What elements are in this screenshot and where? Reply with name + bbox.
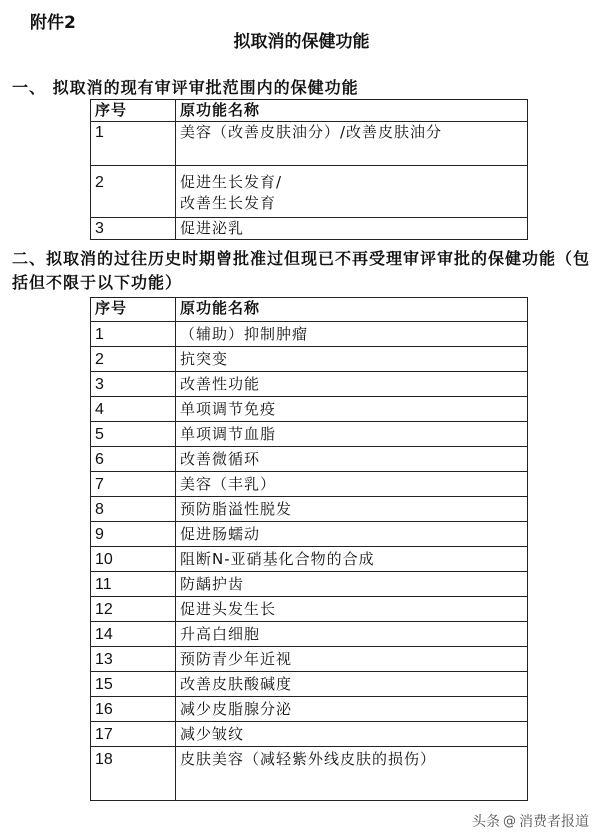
table-row — [91, 218, 528, 240]
row-name: 改善微循环 — [176, 447, 528, 472]
table-row — [91, 597, 528, 622]
table-row — [91, 497, 528, 522]
row-num: 10 — [91, 547, 176, 572]
row-name: 促进生长发育/ 改善生长发育 — [176, 166, 528, 218]
row-num: 5 — [91, 422, 176, 447]
table-row — [91, 447, 528, 472]
table-row — [91, 372, 528, 397]
row-num: 17 — [91, 722, 176, 747]
table-row — [91, 122, 528, 166]
row-name: 预防脂溢性脱发 — [176, 497, 528, 522]
column-header-num: 序号 — [91, 298, 176, 322]
watermark-platform: 头条 — [472, 814, 500, 830]
row-num: 3 — [91, 372, 176, 397]
row-num: 15 — [91, 672, 176, 697]
row-num: 2 — [91, 166, 176, 218]
row-name: 预防青少年近视 — [176, 647, 528, 672]
row-name: 改善皮肤酸碱度 — [176, 672, 528, 697]
row-name: 促进泌乳 — [176, 218, 528, 240]
row-num: 9 — [91, 522, 176, 547]
watermark-account: 消费者报道 — [519, 814, 589, 830]
attachment-label: 附件2 — [30, 13, 76, 33]
watermark — [472, 811, 589, 831]
column-header-name: 原功能名称 — [176, 100, 528, 122]
row-num: 1 — [91, 122, 176, 166]
row-name: 单项调节血脂 — [176, 422, 528, 447]
row-num: 7 — [91, 472, 176, 497]
row-num: 1 — [91, 322, 176, 347]
column-header-num: 序号 — [91, 100, 176, 122]
row-name: 单项调节免疫 — [176, 397, 528, 422]
row-num: 13 — [91, 647, 176, 672]
table-row — [91, 672, 528, 697]
row-num: 18 — [91, 747, 176, 801]
section1-table — [90, 99, 528, 240]
row-num: 16 — [91, 697, 176, 722]
row-name: 减少皮脂腺分泌 — [176, 697, 528, 722]
table-header-row — [91, 298, 528, 322]
row-name: 改善性功能 — [176, 372, 528, 397]
table-header-row — [91, 100, 528, 122]
row-name: 升高白细胞 — [176, 622, 528, 647]
table-row — [91, 722, 528, 747]
section2-heading: 二、拟取消的过往历史时期曾批准过但现已不再受理审评审批的保健功能（包括但不限于以下功能） — [12, 249, 591, 292]
table-row — [91, 397, 528, 422]
table-row — [91, 166, 528, 218]
row-num: 8 — [91, 497, 176, 522]
table-row — [91, 697, 528, 722]
row-name: 美容（丰乳） — [176, 472, 528, 497]
row-name: 防龋护齿 — [176, 572, 528, 597]
section2-table — [90, 297, 528, 801]
table-row — [91, 622, 528, 647]
row-name: 减少皱纹 — [176, 722, 528, 747]
table-row — [91, 347, 528, 372]
row-num: 12 — [91, 597, 176, 622]
row-num: 2 — [91, 347, 176, 372]
section1-heading: 一、 拟取消的现有审评审批范围内的保健功能 — [12, 78, 359, 97]
row-num: 3 — [91, 218, 176, 240]
table-row — [91, 422, 528, 447]
table-row — [91, 472, 528, 497]
row-name: 美容（改善皮肤油分）/改善皮肤油分 — [176, 122, 528, 166]
row-num: 11 — [91, 572, 176, 597]
column-header-name: 原功能名称 — [176, 298, 528, 322]
row-name: 促进肠蠕动 — [176, 522, 528, 547]
row-name: 阻断N-亚硝基化合物的合成 — [176, 547, 528, 572]
watermark-at: @ — [503, 813, 516, 829]
table-row — [91, 747, 528, 801]
table-row — [91, 522, 528, 547]
table-row — [91, 322, 528, 347]
row-name: 促进头发生长 — [176, 597, 528, 622]
row-name: 皮肤美容（减轻紫外线皮肤的损伤） — [176, 747, 528, 801]
table-row — [91, 572, 528, 597]
table-row — [91, 647, 528, 672]
table-row — [91, 547, 528, 572]
row-num: 4 — [91, 397, 176, 422]
document-title: 拟取消的保健功能 — [233, 32, 370, 52]
row-name: （辅助）抑制肿瘤 — [176, 322, 528, 347]
row-name: 抗突变 — [176, 347, 528, 372]
row-num: 6 — [91, 447, 176, 472]
row-num: 14 — [91, 622, 176, 647]
